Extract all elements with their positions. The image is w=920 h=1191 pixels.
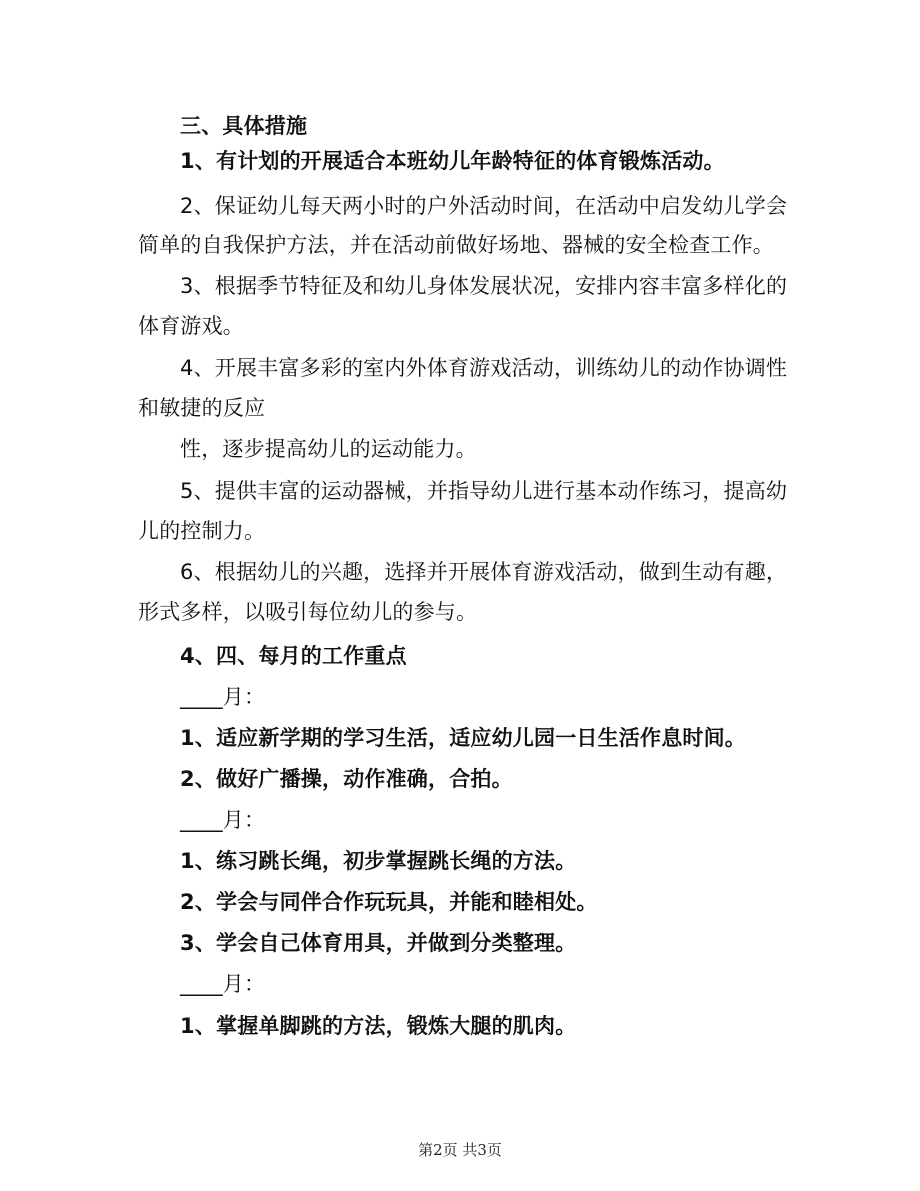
paragraph-line: 5、提供丰富的运动器械，并指导幼儿进行基本动作练习，提高幼 bbox=[180, 479, 788, 503]
list-item: 1、练习跳长绳，初步掌握跳长绳的方法。 bbox=[180, 849, 577, 873]
paragraph-line: 6、根据幼儿的兴趣，选择并开展体育游戏活动，做到生动有趣， bbox=[180, 560, 788, 584]
paragraph-line: 4、开展丰富多彩的室内外体育游戏活动，训练幼儿的动作协调性 bbox=[180, 356, 788, 380]
list-item: 3、学会自己体育用具，并做到分类整理。 bbox=[180, 931, 577, 955]
paragraph-line: 2、保证幼儿每天两小时的户外活动时间，在活动中启发幼儿学会 bbox=[180, 194, 788, 218]
paragraph-line: 和敏捷的反应 bbox=[138, 396, 266, 420]
list-item: 1、适应新学期的学习生活，适应幼儿园一日生活作息时间。 bbox=[180, 726, 747, 750]
month-label: ____月： bbox=[180, 972, 266, 996]
paragraph-line: 形式多样，以吸引每位幼儿的参与。 bbox=[138, 600, 478, 624]
paragraph-line: 3、根据季节特征及和幼儿身体发展状况，安排内容丰富多样化的 bbox=[180, 274, 788, 298]
paragraph-line: 性，逐步提高幼儿的运动能力。 bbox=[180, 437, 477, 461]
section-heading: 4、四、每月的工作重点 bbox=[180, 644, 407, 668]
paragraph-line: 1、有计划的开展适合本班幼儿年龄特征的体育锻炼活动。 bbox=[180, 149, 725, 173]
month-label: ____月： bbox=[180, 685, 266, 709]
paragraph-line: 儿的控制力。 bbox=[138, 519, 266, 543]
paragraph-line: 体育游戏。 bbox=[138, 314, 244, 338]
section-heading: 三、具体措施 bbox=[180, 114, 308, 138]
list-item: 1、掌握单脚跳的方法，锻炼大腿的肌肉。 bbox=[180, 1014, 577, 1038]
list-item: 2、学会与同伴合作玩玩具，并能和睦相处。 bbox=[180, 890, 598, 914]
month-label: ____月： bbox=[180, 808, 266, 832]
list-item: 2、做好广播操，动作准确，合拍。 bbox=[180, 767, 513, 791]
paragraph-line: 简单的自我保护方法，并在活动前做好场地、器械的安全检查工作。 bbox=[138, 233, 774, 257]
page-indicator: 第2页 共3页 bbox=[418, 1141, 502, 1159]
